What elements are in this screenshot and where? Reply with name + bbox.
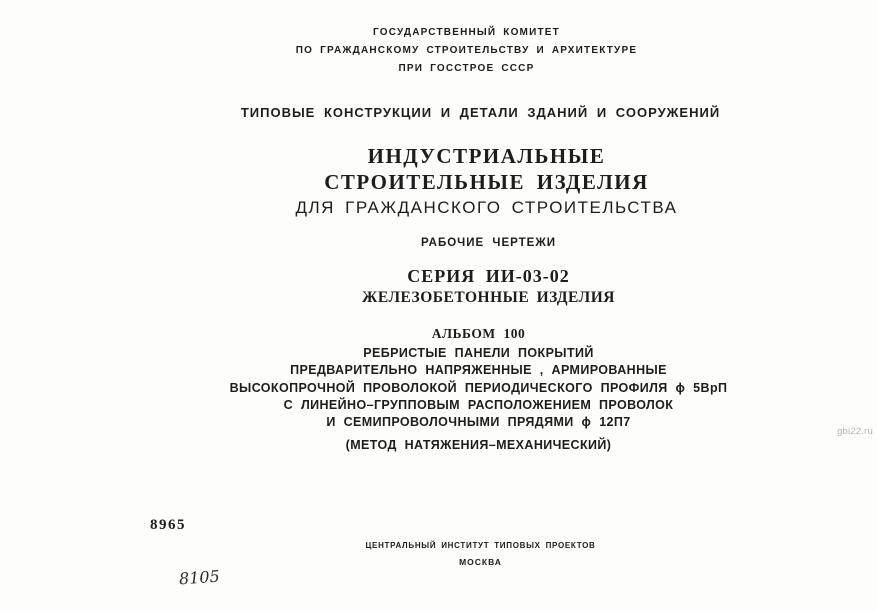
document-title [48, 143, 877, 221]
committee-line-1: ГОСУДАРСТВЕННЫЙ КОМИТЕТ [373, 27, 560, 38]
publisher-name: ЦЕНТРАЛЬНЫЙ ИНСТИТУТ ТИПОВЫХ ПРОЕКТОВ [365, 541, 596, 550]
album-description-line: РЕБРИСТЫЕ ПАНЕЛИ ПОКРЫТИЙ [363, 346, 594, 360]
publisher-city: МОСКВА [459, 557, 502, 567]
album-description-line: ВЫСОКОПРОЧНОЙ ПРОВОЛОКОЙ ПЕРИОДИЧЕСКОГО ПРОФИЛЯ ϕ 5ВрП [229, 380, 728, 395]
series-number: СЕРИЯ ИИ-03-02 [407, 266, 570, 286]
series-category-heading: ТИПОВЫЕ КОНСТРУКЦИИ И ДЕТАЛИ ЗДАНИЙ И СООРУЖЕНИЙ [240, 105, 721, 120]
committee-line-2: ПО ГРАЖДАНСКОМУ СТРОИТЕЛЬСТВУ И АРХИТЕКТУРЕ [295, 45, 638, 56]
tension-method-note: (МЕТОД НАТЯЖЕНИЯ–МЕХАНИЧЕСКИЙ) [345, 438, 612, 452]
handwritten-number: 8105 [178, 566, 221, 589]
doc-type-label: РАБОЧИЕ ЧЕРТЕЖИ [420, 237, 556, 249]
series-subtitle: ЖЕЛЕЗОБЕТОННЫЕ ИЗДЕЛИЯ [362, 289, 615, 306]
title-line-2: СТРОИТЕЛЬНЫЕ ИЗДЕЛИЯ [324, 170, 649, 194]
issuing-committee [28, 24, 877, 78]
album-description-line: С ЛИНЕЙНО–ГРУППОВЫМ РАСПОЛОЖЕНИЕМ ПРОВОЛОК [283, 397, 674, 412]
site-watermark: gbi22.ru [837, 426, 873, 437]
album-description-line: И СЕМИПРОВОЛОЧНЫМИ ПРЯДЯМИ ϕ 12П7 [326, 415, 631, 430]
committee-line-3: ПРИ ГОССТРОЕ СССР [398, 63, 535, 74]
album-description [40, 345, 877, 431]
title-line-1: ИНДУСТРИАЛЬНЫЕ [367, 144, 606, 168]
title-line-3: ДЛЯ ГРАЖДАНСКОГО СТРОИТЕЛЬСТВА [295, 198, 678, 217]
stamp-number: 8965 [150, 517, 186, 533]
album-description-line: ПРЕДВАРИТЕЛЬНО НАПРЯЖЕННЫЕ , АРМИРОВАННЫЕ [290, 363, 667, 378]
album-number: АЛЬБОМ 100 [431, 326, 526, 341]
